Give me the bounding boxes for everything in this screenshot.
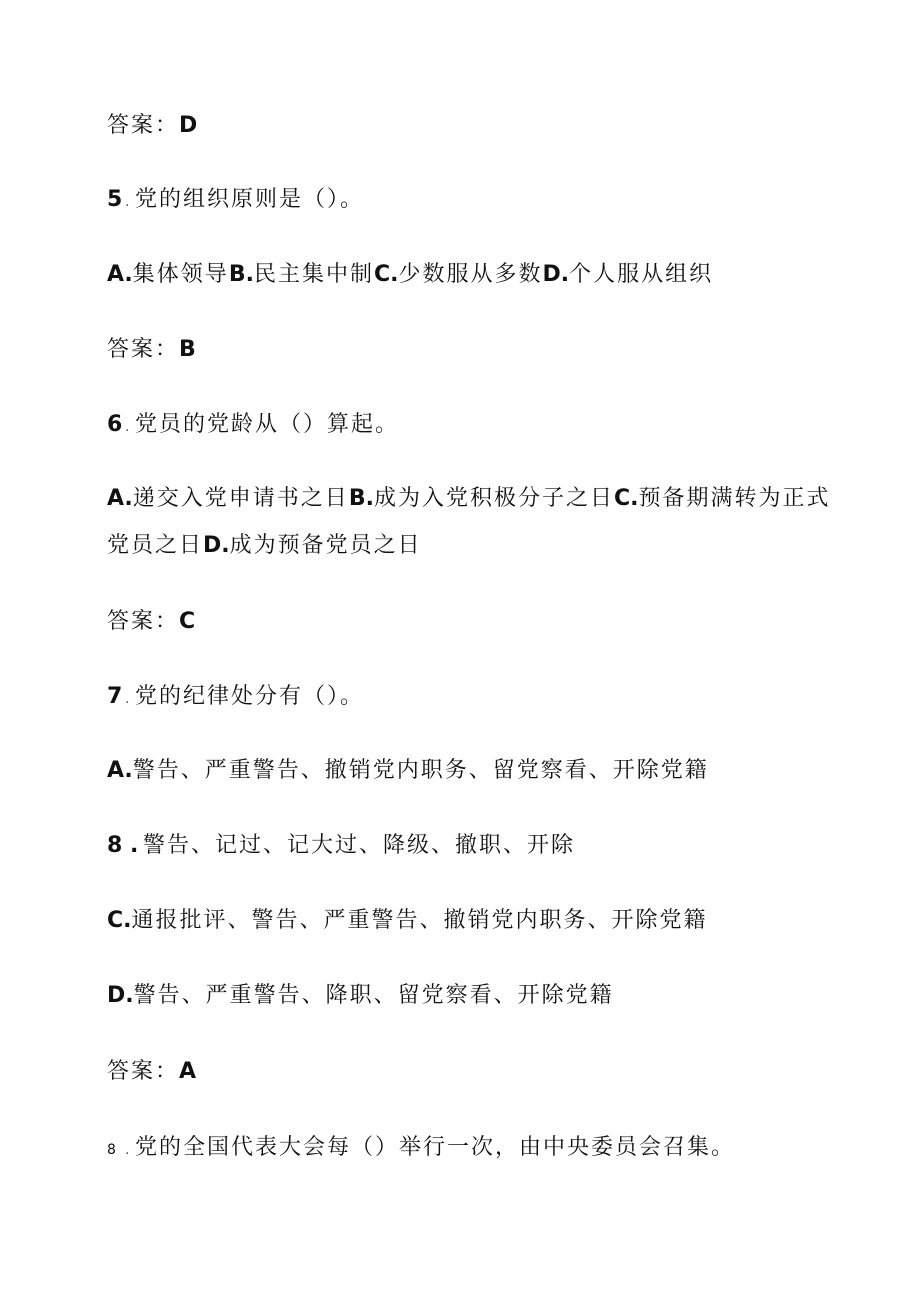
answer-value: B — [179, 337, 196, 362]
option-text: 成为入党积极分子之日 — [373, 486, 614, 511]
options-line — [107, 831, 575, 861]
question-number: 6 — [107, 412, 125, 437]
question-line — [107, 1133, 735, 1165]
question-text: 党的组织原则是（）。 — [135, 187, 365, 212]
question-separator: . — [125, 194, 132, 210]
answer-value: D — [179, 113, 198, 138]
question-text: 党的全国代表大会每（）举行一次，由中央委员会召集。 — [135, 1135, 736, 1160]
options-line — [107, 260, 713, 290]
question-text: 党员的党龄从（）算起。 — [135, 412, 400, 437]
question-text: 党的纪律处分有（）。 — [135, 684, 365, 709]
answer-label: 答案： — [107, 113, 180, 138]
option-text: 民主集中制 — [253, 262, 374, 287]
option-key: B. — [228, 262, 254, 287]
option-text: 递交入党申请书之日 — [132, 486, 349, 511]
option-key: A. — [107, 262, 133, 287]
options-line — [107, 906, 708, 936]
option-key: C. — [373, 262, 399, 287]
option-text: 少数服从多数 — [398, 262, 543, 287]
option-key: A. — [107, 486, 133, 511]
option-text: 警告、严重警告、撤销党内职务、留党察看、开除党籍 — [132, 758, 709, 783]
option-key: B. — [348, 486, 374, 511]
option-text: 党员之日 — [107, 533, 204, 558]
question-line — [107, 682, 364, 714]
option-text: 成为预备党员之日 — [229, 533, 422, 558]
answer-label: 答案： — [107, 337, 180, 362]
answer-label: 答案： — [107, 1059, 180, 1084]
question-number: 5 — [107, 187, 125, 212]
answer-line — [107, 111, 197, 141]
option-key: 8 . — [107, 833, 139, 858]
question-line — [107, 410, 399, 442]
option-key: D. — [107, 983, 134, 1008]
answer-value: A — [179, 1059, 197, 1084]
answer-line — [107, 1057, 196, 1087]
option-text: 警告、严重警告、降职、留党察看、开除党籍 — [133, 983, 614, 1008]
option-text: 警告、记过、记大过、降级、撤职、开除 — [143, 833, 576, 858]
option-text: 预备期满转为正式 — [638, 486, 831, 511]
option-key: C. — [613, 486, 639, 511]
answer-label: 答案： — [107, 609, 180, 634]
answer-line — [107, 607, 195, 637]
question-number: 7 — [107, 684, 125, 709]
option-key: D. — [542, 262, 570, 287]
option-text: 集体领导 — [132, 262, 229, 287]
options-line — [107, 981, 614, 1011]
question-number: 8 — [107, 1142, 118, 1158]
options-line — [107, 756, 709, 786]
options-line — [107, 484, 831, 514]
question-line — [107, 185, 364, 217]
question-separator: . — [125, 1142, 132, 1158]
option-key: A. — [107, 758, 133, 783]
option-key: C. — [107, 908, 132, 933]
answer-line — [107, 335, 196, 365]
answer-value: C — [179, 609, 196, 634]
options-line — [107, 531, 422, 561]
question-separator: . — [125, 691, 132, 707]
option-text: 通报批评、警告、严重警告、撤销党内职务、开除党籍 — [131, 908, 708, 933]
option-key: D. — [203, 533, 230, 558]
question-separator: . — [125, 419, 132, 435]
option-text: 个人服从组织 — [569, 262, 714, 287]
